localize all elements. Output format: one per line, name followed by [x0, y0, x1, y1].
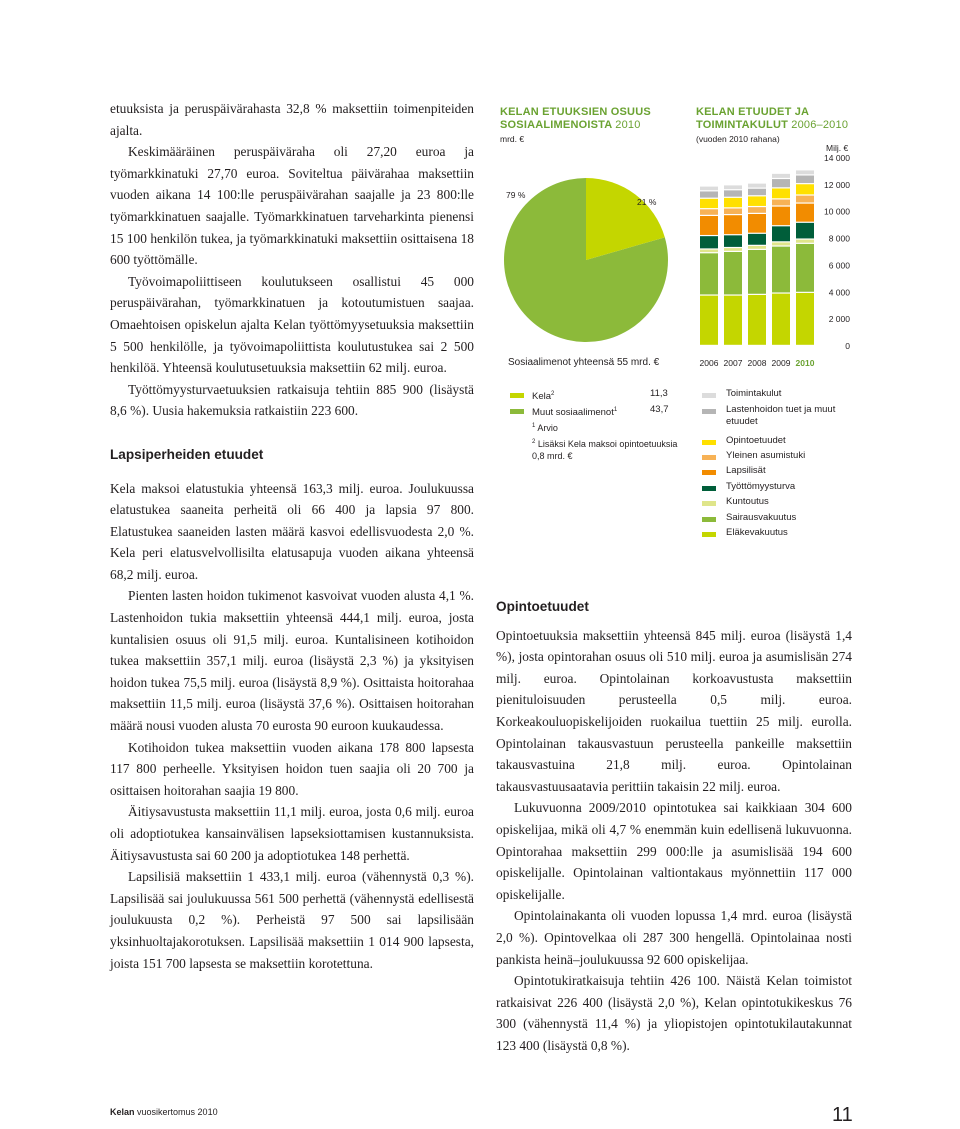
pie-chart — [496, 168, 696, 358]
legend-swatch-elakevakuutus — [702, 532, 716, 537]
bar-segment — [724, 252, 742, 294]
bar-segment — [796, 184, 814, 194]
bar-segment — [700, 250, 718, 253]
pie-title-line1: KELAN ETUUKSIEN OSUUS — [500, 106, 651, 118]
paragraph: Äitiysavustusta maksettiin 11,1 milj. euroa, josta 0,6 milj. euroa oli adoptiotukea kansainvälisen lapseksiottamisen kustannuksista. Äitiysavustusta sai 60 200 ja adoptiotukea 148 perhettä. — [110, 804, 474, 863]
legend-swatch-kela — [510, 393, 524, 398]
bar-segment — [772, 226, 790, 241]
section-heading-lapsiperheet: Lapsiperheiden etuudet — [110, 446, 264, 462]
bar-segment — [796, 293, 814, 345]
bar-segment — [700, 199, 718, 208]
bar-segment — [748, 189, 766, 195]
pie-total: Sosiaalimenot yhteensä 55 mrd. € — [508, 357, 660, 368]
y-tick-label: 14 000 — [824, 153, 850, 163]
bar-segment — [772, 179, 790, 187]
footer-brand: Kelan — [110, 1107, 135, 1117]
paragraph: etuuksista ja peruspäivärahasta 32,8 % maksettiin toimenpiteiden ajalta. — [110, 101, 474, 138]
bar-segment — [748, 207, 766, 213]
legend-swatch-toimintakulut — [702, 393, 716, 398]
bar-segment — [772, 188, 790, 198]
x-tick-label: 2008 — [747, 358, 767, 368]
legend-swatch-opintoetuudet — [702, 440, 716, 445]
bar-segment — [748, 184, 766, 188]
bar-unit: Milj. € — [826, 143, 849, 153]
footer-text: vuosikertomus 2010 — [137, 1107, 218, 1117]
bar-segment — [796, 240, 814, 243]
bar-segment — [724, 235, 742, 247]
paragraph: Työttömyysturvaetuuksien ratkaisuja tehtiin 885 900 (lisäystä 8,6 %). Uusia hakemuksia ratkaistiin 223 600. — [110, 381, 474, 419]
bar-segment — [748, 214, 766, 233]
legend-swatch-tyottomyysturva — [702, 486, 716, 491]
bar-segment — [772, 174, 790, 178]
x-tick-label: 2006 — [699, 358, 719, 368]
y-tick-label: 12 000 — [824, 179, 850, 190]
bar-segment — [724, 198, 742, 207]
bar-segment — [748, 246, 766, 249]
pie-title-line2: SOSIAALIMENOISTA — [500, 119, 612, 131]
legend-sairausvakuutus: Sairausvakuutus — [726, 512, 797, 523]
legend-swatch-lastenhoidon-tuet — [702, 409, 716, 414]
footer — [110, 1107, 218, 1117]
bar-segment — [796, 204, 814, 222]
bar-segment — [700, 209, 718, 215]
y-tick-label: 10 000 — [824, 206, 850, 217]
legend-swatch-sairausvakuutus — [702, 517, 716, 522]
page-number: 11 — [832, 1104, 853, 1126]
y-tick-label: 6 000 — [828, 260, 850, 271]
pie-unit: mrd. € — [500, 134, 525, 144]
legend-kuntoutus: Kuntoutus — [726, 496, 769, 507]
paragraph: Lukuvuonna 2009/2010 opintotukea sai kaikkiaan 304 600 opiskelijaa, mikä oli 4,7 % enemmän kuin edellisenä lukuvuonna. Opintorahaa maksettiin 299 000:lle ja asumislisää 194 600 opiskelijalle. Opintolainan valtiontakaus myönnettiin 117 000 opiskelijalle. — [496, 800, 852, 902]
bar-chart-title — [696, 106, 848, 132]
pie-label-large: 79 % — [506, 190, 526, 200]
bar-segment — [700, 296, 718, 345]
x-tick-label: 2009 — [771, 358, 791, 368]
legend-value-kela: 11,3 — [650, 388, 668, 399]
paragraph: Opintolainakanta oli vuoden lopussa 1,4 mrd. euroa (lisäystä 2,0 %). Opintovelkaa oli 287 300 hengellä. Opintolainaa nosti pankista heinä–joulukuussa 92 600 opiskelijaa. — [496, 908, 852, 967]
paragraph: Pienten lasten hoidon tukimenot kasvoivat vuoden alusta 4,1 %. Lastenhoidon tukia maksettiin yhteensä 444,1 milj. euroa, josta kuntalisien osuus oli 91,5 milj. euroa. Kuntalisineen kotihoidon tukea maksettiin 357,1 milj. euroa (lisäystä 2,3 %) ja yksityisen hoidon tukea 75,5 milj. euroa (lisäystä 8,9 %). Osittaista hoitorahaa maksettiin 11,5 milj. euroa (lisäystä 37,6 %). Osittaisen hoitorahan määrä nousi vuoden alusta 70 eurosta 90 euroon kuukaudessa. — [110, 588, 474, 734]
bar-segment — [700, 253, 718, 294]
section-heading-opintoetuudet: Opintoetuudet — [496, 599, 589, 614]
paragraph: Työvoimapoliittiseen koulutukseen osallistui 45 000 peruspäivärahan, työmarkkinatuen ja kotoutumistuen saajaa. Omaehtoisen opiskelun ajalta Kelan työttömyysetuuksia maksettiin 5 500 henkilölle, ja työvoimapoliittista koulutustukea sai 2 500 henkilöä. Yhteensä koulutusetuuksia maksettiin 62 milj. euroa. — [110, 273, 474, 376]
bar-segment — [724, 185, 742, 189]
bar-segment — [796, 223, 814, 239]
bar-segment — [700, 236, 718, 248]
paragraph: Kela maksoi elatustukia yhteensä 163,3 milj. euroa. Joulukuussa elatustukea saaneita perheitä oli 66 400 ja lapsia 97 800. Elatustukea saaneiden lasten määrä kasvoi edellisvuodesta 2,0 %. Kela peri elatusvelvollisilta elatusapuja vuoden aikana yhteensä 68,2 milj. euroa. — [110, 480, 474, 582]
legend-label-muut: Muut sosiaalimenot$^1$ — [532, 407, 618, 419]
paragraph: Opintotukiratkaisuja tehtiin 426 100. Näistä Kelan toimistot ratkaisivat 226 400 (lisäystä 2,0 %), Kelan opintotukikeskus 76 300 (vähennystä 11,4 %) ja yliopistojen opintotukilautakunnat 123 400 (lisäystä 0,8 %). — [496, 973, 852, 1053]
bar-segment — [772, 199, 790, 205]
y-tick-label: 4 000 — [828, 287, 850, 298]
bar-segment — [724, 190, 742, 196]
paragraph: Lapsilisiä maksettiin 1 433,1 milj. euroa (vähennystä 0,3 %). Lapsilisää sai joulukuussa 561 500 perhettä (vähennystä edellisestä joulukuusta 0,2 %). Perheistä 97 500 sai lapsilisään yksinhuoltajakorotuksen. Lapsilisää maksettiin 1 014 900 lapsesta, joista 151 700 lapsesta se maksettiin korotettuna. — [110, 869, 474, 971]
legend-opintoetuudet: Opintoetuudet — [726, 435, 786, 446]
bar-segment — [724, 208, 742, 214]
legend-elakevakuutus: Eläkevakuutus — [726, 527, 788, 538]
bar-segment — [796, 244, 814, 292]
paragraph: Kotihoidon tukea maksettiin vuoden aikana 178 800 lapsesta 117 800 perheelle. Yksityisen hoidon tuen saajia oli 20 700 ja osittaisen hoitorahan saajia 19 800. — [110, 739, 474, 798]
pie-note-2: $^2$ Lisäksi Kela maksoi opintoetuuksia 0,8 mrd. € — [532, 439, 678, 461]
legend-asumistuki: Yleinen asumistuki — [726, 450, 806, 461]
paragraph: Keskimääräinen peruspäiväraha oli 27,20 euroa ja työmarkkinatuki 27,70 euroa. Soviteltua päivärahaa maksettiin vuoden aikana 14 100:lle peruspäivärahan saajalle ja 23 800:lle työmarkkinatuen saajalle. Työmarkkinatuen tarveharkinta pienensi 15 100 henkilön tukea, ja työmarkkinatuki maksettiin osittaisena 18 600 työttömälle. — [110, 144, 474, 268]
pie-note-1: $^1$ Arvio — [532, 423, 558, 433]
legend-swatch-asumistuki — [702, 455, 716, 460]
legend-lapsilisat: Lapsilisät — [726, 465, 766, 476]
bar-title-years: 2006–2010 — [791, 119, 849, 131]
bar-segment — [796, 176, 814, 184]
legend-value-muut: 43,7 — [650, 404, 669, 415]
legend-toimintakulut: Toimintakulut — [726, 388, 782, 399]
bar-segment — [772, 207, 790, 226]
bar-segment — [748, 234, 766, 245]
bar-segment — [796, 196, 814, 203]
pie-label-small: 21 % — [637, 197, 657, 207]
right-text-column — [496, 596, 852, 1056]
bar-segment — [772, 247, 790, 293]
bar-segment — [796, 170, 814, 174]
bar-subtitle: (vuoden 2010 rahana) — [696, 134, 780, 144]
bar-segment — [724, 296, 742, 345]
pie-chart-title — [500, 106, 651, 132]
legend-swatch-kuntoutus — [702, 501, 716, 506]
bar-segment — [700, 216, 718, 235]
y-tick-label: 2 000 — [828, 314, 850, 325]
legend-label-kela: Kela$^2$ — [532, 391, 555, 403]
bar-segment — [700, 187, 718, 191]
x-tick-label: 2010 — [795, 358, 815, 368]
legend-swatch-lapsilisat — [702, 470, 716, 475]
bar-segment — [724, 215, 742, 234]
bar-segment — [724, 248, 742, 251]
bar-segment — [748, 196, 766, 206]
left-text-column — [110, 98, 474, 974]
y-tick-label: 0 — [845, 341, 850, 351]
bar-title-line1: KELAN ETUUDET JA — [696, 106, 810, 118]
legend-tyottomyysturva: Työttömyysturva — [726, 481, 796, 492]
bar-segment — [772, 294, 790, 345]
y-tick-label: 8 000 — [828, 233, 850, 244]
paragraph: Opintoetuuksia maksettiin yhteensä 845 milj. euroa (lisäystä 1,4 %), josta opintorahan osuus oli 510 milj. euroa ja asumislisän 274 milj. euroa. Opintolainan korkoavustusta maksettiin pienituloisuuden perusteella 0,5 milj. euroa. Korkeakouluopiskelijoiden ruokailua tuettiin 25 milj. eurolla. Opintolainan takausvastuun perusteella pankeille maksettiin takausvastuina 21,8 milj. euroa. Opintolainan takausvastuusaatavia perittiin takaisin 22 milj. euroa. — [496, 627, 852, 794]
legend-swatch-muut — [510, 409, 524, 414]
bar-title-line2: TOIMINTAKULUT — [696, 119, 789, 131]
bar-segment — [748, 295, 766, 345]
bar-segment — [748, 250, 766, 294]
legend-lastenhoidon-tuet: Lastenhoidon tuet ja muut etuudet — [726, 404, 836, 427]
x-tick-label: 2007 — [723, 358, 743, 368]
bar-segment — [772, 242, 790, 245]
stacked-bar-chart — [696, 148, 856, 374]
pie-title-year: 2010 — [615, 119, 641, 131]
bar-segment — [700, 191, 718, 197]
